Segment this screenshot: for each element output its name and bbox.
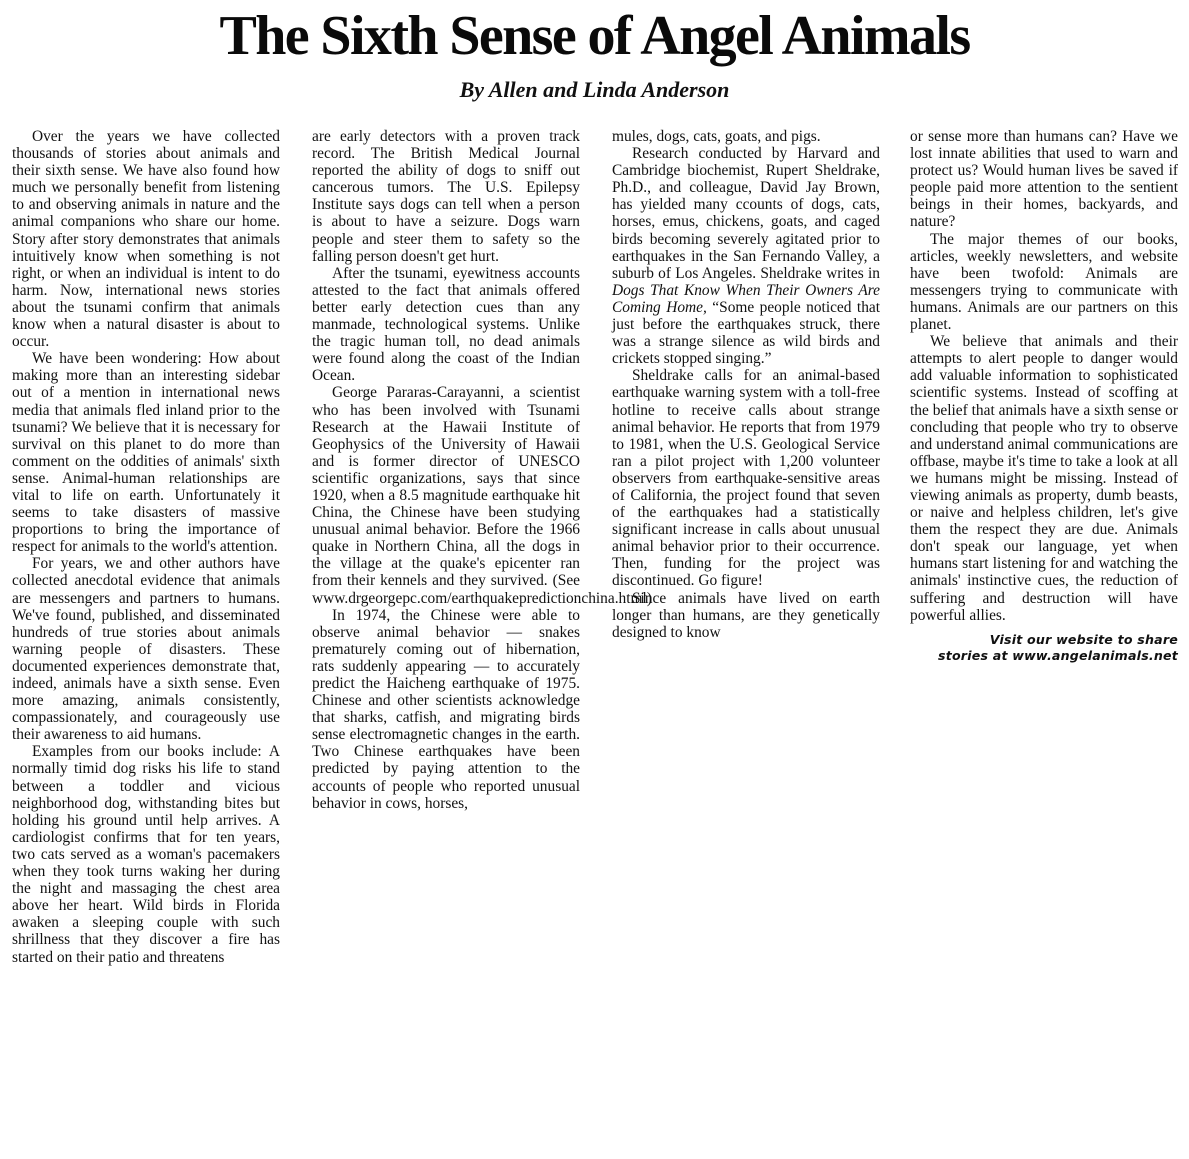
website-note bbox=[910, 632, 1178, 664]
paragraph: For years, we and other authors have collected anecdotal evidence that animals are messengers and partners to humans. We've found, published, and disseminated hundreds of true stories about animals warning people of disasters. These documented experiences demonstrate that, indeed, animals have a sixth sense. Even more amazing, animals consistently, compassionately, and courageously use their awareness to aid humans. bbox=[12, 555, 280, 744]
paragraph: Sheldrake calls for an animal-based earthquake warning system with a toll-free hotline to receive calls about strange animal behavior. He reports that from 1979 to 1981, when the U.S. Geological Service ran a pilot project with 1,200 volunteer observers from earthquake-sensitive areas of California, the project found that seven of the earthquakes had a statistically significant increase in calls about unusual animal behavior prior to their occurrence. Then, funding for the project was discontinued. Go figure! bbox=[612, 367, 880, 590]
article-column-4 bbox=[910, 128, 1178, 664]
paragraph: Examples from our books include: A normally timid dog risks his life to stand between a toddler and vicious neighborhood dog, withstanding bites but holding his ground until help arrives. A cardiologist confirms that for ten years, two cats served as a woman's pacemakers when they took turns waking her during the night and massaging the chest area above her heart. Wild birds in Florida awaken a sleeping couple with such shrillness that they discover a fire has started on their patio and threatens bbox=[12, 743, 280, 966]
article-column-2 bbox=[312, 128, 652, 812]
paragraph: Over the years we have collected thousands of stories about animals and their sixth sense. We have also found how much we personally benefit from listening to and observing animals in nature and the animal companions who share our home. Story after story demonstrates that animals intuitively know when something is not right, or when an individual is intent to do harm. Now, international news stories about the tsunami confirm that animals know when a natural disaster is about to occur. bbox=[12, 128, 280, 351]
article-column-3 bbox=[612, 128, 880, 641]
paragraph: George Pararas-Carayanni, a scientist who has been involved with Tsunami Research at the Hawaii Institute of Geophysics of the University of Hawaii and is former director of UNESCO scientific organizations, says that since 1920, when a 8.5 magnitude earthquake hit China, the Chinese have been studying unusual animal behavior. Before the 1966 quake in Northern China, all the dogs in the village at the quake's epicenter ran from their kennels and they survived. (See www.drgeorgepc.com/earthquakepredictionchina.html) bbox=[312, 384, 652, 607]
paragraph: The major themes of our books, articles, weekly newsletters, and website have been twofold: Animals are messengers trying to communicate with humans. Animals are our partners on this planet. bbox=[910, 230, 1178, 334]
article-title: The Sixth Sense of Angel Animals bbox=[219, 5, 970, 67]
book-title: Dogs That Know When Their Owners Are Coming Home, bbox=[612, 281, 880, 316]
paragraph: or sense more than humans can? Have we lost innate abilities that used to warn and protect us? Would human lives be saved if people paid more attention to the sentient beings in their homes, backyards, and nature? bbox=[910, 128, 1178, 231]
paragraph: mules, dogs, cats, goats, and pigs. bbox=[612, 128, 821, 145]
article-byline: By Allen and Linda Anderson bbox=[459, 77, 730, 102]
website-note-line: Visit our website to share bbox=[989, 631, 1178, 647]
paragraph-text: “Some people noticed that just before the earthquakes struck, there was a strange silence as wild birds and crickets stopped singing.” bbox=[612, 298, 880, 368]
paragraph: We have been wondering: How about making more than an interesting sidebar out of a mention in international news media that animals fled inland prior to the tsunami? We believe that it is necessary for survival on this planet to do more than comment on the oddities of animals' sixth sense. Animal-human relationships are vital to life on earth. Unfortunately it seems to take disasters of massive proportions to bring the importance of respect for animals to the world's attention. bbox=[12, 350, 280, 556]
website-note-line: stories at www.angelanimals.net bbox=[938, 647, 1178, 663]
paragraph: Since animals have lived on earth longer than humans, are they genetically designed to know bbox=[612, 589, 880, 641]
paragraph bbox=[612, 145, 880, 367]
paragraph: In 1974, the Chinese were able to observe animal behavior — snakes prematurely coming out of hibernation, rats suddenly appearing — to accurately predict the Haicheng earthquake of 1975. Chinese and other scientists acknowledge that sharks, catfish, and migrating birds sense electromagnetic changes in the earth. Two Chinese earthquakes have been predicted by paying attention to the accounts of people who reported unusual behavior in cows, horses, bbox=[312, 606, 580, 812]
paragraph-text: Research conducted by Harvard and Cambridge biochemist, Rupert Sheldrake, Ph.D., and colleague, David Jay Brown, has yielded many ccounts of dogs, cats, horses, emus, chickens, goats, and caged birds becoming severely agitated prior to earthquakes in the San Fernando Valley, a suburb of Los Angeles. Sheldrake writes in bbox=[612, 145, 880, 282]
paragraph: We believe that animals and their attempts to alert people to danger would add valuable information to sophisticated scientific systems. Instead of scoffing at the belief that animals have a sixth sense or concluding that people who try to observe and understand animal communications are offbase, maybe it's time to take a look at all we humans might be missing. Instead of viewing animals as property, dumb beasts, or naive and helpless children, let's give them the respect they are due. Animals don't speak our language, yet when humans start listening for and watching the animals' instinctive cues, the reduction of suffering and destruction will have powerful allies. bbox=[910, 333, 1178, 624]
paragraph: are early detectors with a proven track record. The British Medical Journal reported the ability of dogs to sniff out cancerous tumors. The U.S. Epilepsy Institute says dogs can tell when a person is about to have a seizure. Dogs warn people and steer them to safety so the falling person doesn't get hurt. bbox=[312, 128, 580, 265]
article-column-1 bbox=[12, 128, 280, 1133]
paragraph: After the tsunami, eyewitness accounts attested to the fact that animals offered better early detection cues than any manmade, technological systems. Unlike the tragic human toll, no dead animals were found along the coast of the Indian Ocean. bbox=[312, 264, 580, 385]
